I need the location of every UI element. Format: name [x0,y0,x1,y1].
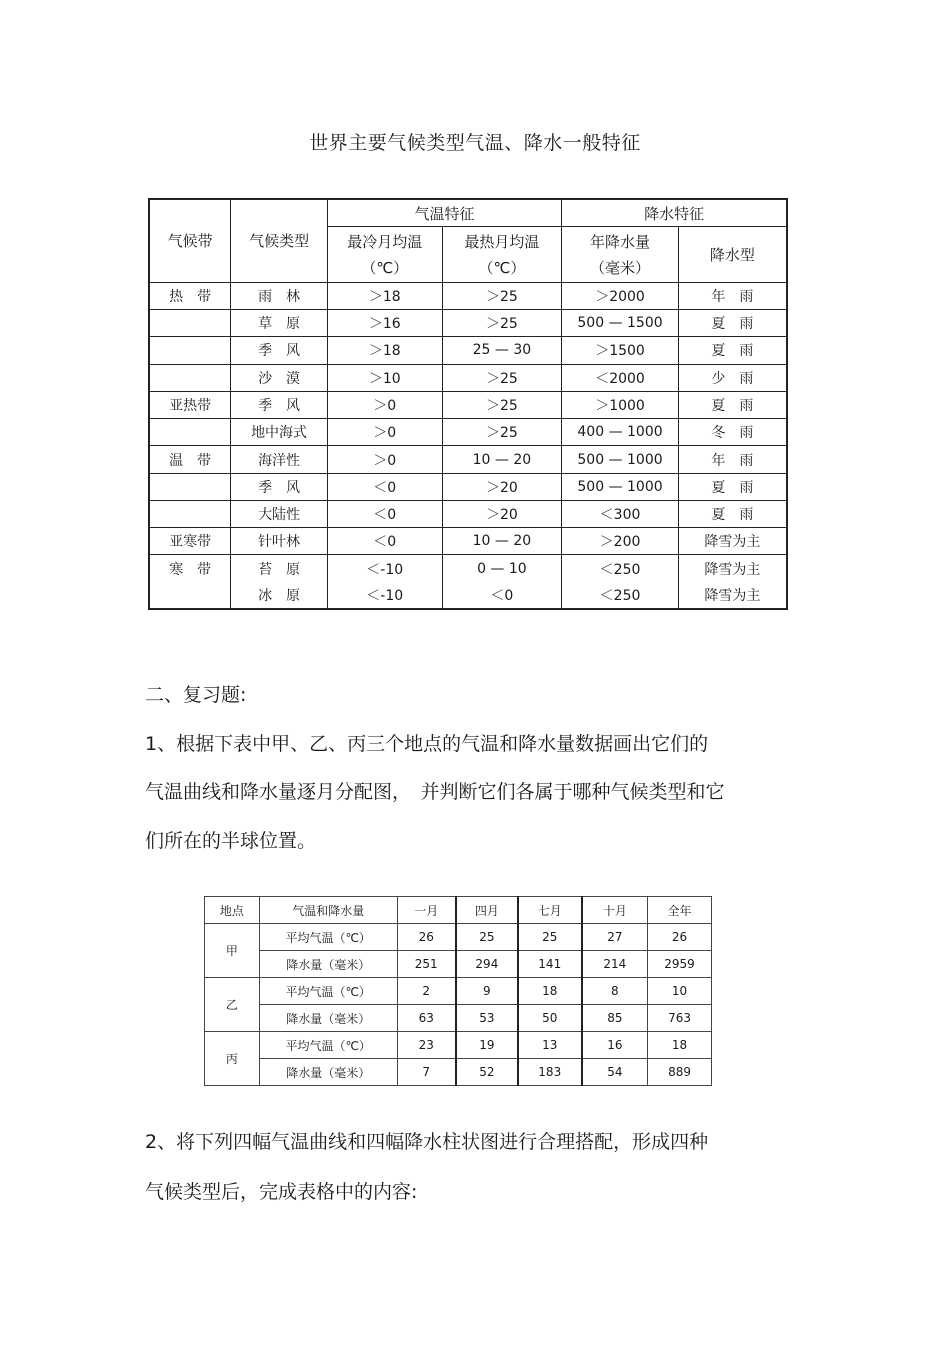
cell-ptype: 少 雨 [678,364,787,391]
table-row [205,951,712,978]
cell-annual: ＜2000 [562,364,679,391]
metric-label: 降水量（毫米） [259,951,397,978]
cell-annual: ＞2000 [562,282,679,309]
data-cell: 26 [397,924,456,951]
cell-zone [149,500,231,527]
table-row [149,364,787,391]
header-apr: 四月 [456,897,518,924]
cell-hottest: ＞25 [442,310,562,337]
table-row [205,1059,712,1086]
cell-ptype: 冬 雨 [678,419,787,446]
cell-zone [149,419,231,446]
question-2-line-1: 2、将下列四幅气温曲线和四幅降水柱状图进行合理搭配，形成四种 [145,1131,709,1153]
table-row [149,473,787,500]
cell-annual: 500 — 1000 [562,446,679,473]
cell-annual: ＞200 [562,528,679,555]
cell-zone: 亚热带 [149,391,231,418]
cell-hottest: ＞25 [442,391,562,418]
data-cell: 294 [456,951,518,978]
header-hottest [442,227,562,283]
cell-coldest: ＜0 [327,473,442,500]
cell-annual: ＜250 [562,582,679,609]
header-precip-type: 降水型 [678,227,787,283]
review-heading: 二、复习题: [145,684,247,706]
cell-ptype: 夏 雨 [678,473,787,500]
cell-hottest: ＞25 [442,282,562,309]
header-coldest-label: 最冷月均温 [347,232,423,251]
cell-type: 雨 林 [231,282,328,309]
data-cell: 19 [456,1032,518,1059]
header-oct: 十月 [582,897,648,924]
cell-ptype: 降雪为主 [678,582,787,609]
data-cell: 889 [648,1059,712,1086]
cell-coldest: ＜-10 [327,582,442,609]
cell-coldest: ＜-10 [327,555,442,582]
cell-coldest: ＞18 [327,282,442,309]
header-precip-group: 降水特征 [562,199,787,227]
cell-annual: 500 — 1500 [562,310,679,337]
table-row [149,446,787,473]
cell-type: 海洋性 [231,446,328,473]
page-title: 世界主要气候类型气温、降水一般特征 [309,132,641,154]
cell-type: 针叶林 [231,528,328,555]
table-row [205,924,712,951]
data-cell: 251 [397,951,456,978]
cell-ptype: 夏 雨 [678,337,787,364]
cell-type: 冰 原 [231,582,328,609]
data-cell: 54 [582,1059,648,1086]
cell-coldest: ＜0 [327,528,442,555]
cell-type: 大陆性 [231,500,328,527]
cell-zone [149,582,231,609]
cell-zone: 热 带 [149,282,231,309]
data-cell: 183 [518,1059,582,1086]
header-annual [562,227,679,283]
question-1-line-2: 气温曲线和降水量逐月分配图， 并判断它们各属于哪种气候类型和它 [145,781,725,803]
table-header-row [205,897,712,924]
cell-hottest: ＞20 [442,473,562,500]
cell-zone: 温 带 [149,446,231,473]
data-cell: 63 [397,1005,456,1032]
cell-type: 季 风 [231,473,328,500]
place-name: 乙 [205,978,260,1032]
table-row [149,337,787,364]
cell-hottest: 10 — 20 [442,446,562,473]
table-row [149,582,787,609]
data-cell: 18 [518,978,582,1005]
header-zone: 气候带 [149,199,231,282]
data-cell: 52 [456,1059,518,1086]
header-annual-unit: （毫米） [590,258,651,277]
cell-annual: ＜300 [562,500,679,527]
cell-type: 沙 漠 [231,364,328,391]
table-row [149,419,787,446]
table-row [149,500,787,527]
climate-features-table [148,198,788,610]
cell-ptype: 夏 雨 [678,391,787,418]
cell-ptype: 年 雨 [678,446,787,473]
cell-type: 季 风 [231,337,328,364]
cell-hottest: ＞25 [442,364,562,391]
cell-annual: ＜250 [562,555,679,582]
data-cell: 85 [582,1005,648,1032]
cell-zone: 寒 带 [149,555,231,582]
cell-ptype: 夏 雨 [678,500,787,527]
data-cell: 214 [582,951,648,978]
header-temp-group: 气温特征 [327,199,561,227]
data-cell: 50 [518,1005,582,1032]
header-place: 地点 [205,897,260,924]
header-coldest-unit: （℃） [361,258,409,277]
metric-label: 平均气温（℃） [259,1032,397,1059]
table-row [149,310,787,337]
data-cell: 13 [518,1032,582,1059]
table-row [149,391,787,418]
question-1-line-3: 们所在的半球位置。 [145,830,317,852]
cell-coldest: ＞0 [327,391,442,418]
data-cell: 18 [648,1032,712,1059]
data-cell: 25 [456,924,518,951]
header-jan: 一月 [397,897,456,924]
cell-annual: ＞1000 [562,391,679,418]
cell-type: 地中海式 [231,419,328,446]
cell-hottest: 25 — 30 [442,337,562,364]
cell-ptype: 降雪为主 [678,528,787,555]
table-row [205,1005,712,1032]
question-2-line-2: 气候类型后，完成表格中的内容: [145,1181,418,1203]
header-year: 全年 [648,897,712,924]
cell-hottest: ＜0 [442,582,562,609]
cell-ptype: 年 雨 [678,282,787,309]
header-hottest-label: 最热月均温 [464,232,540,251]
table-row [205,978,712,1005]
table-row [149,528,787,555]
data-cell: 10 [648,978,712,1005]
cell-coldest: ＞10 [327,364,442,391]
cell-hottest: 10 — 20 [442,528,562,555]
cell-type: 季 风 [231,391,328,418]
metric-label: 平均气温（℃） [259,978,397,1005]
data-cell: 16 [582,1032,648,1059]
table-row [149,282,787,309]
cell-zone: 亚寒带 [149,528,231,555]
cell-zone [149,337,231,364]
cell-type: 草 原 [231,310,328,337]
cell-type: 苔 原 [231,555,328,582]
table-row [149,555,787,582]
cell-coldest: ＜0 [327,500,442,527]
cell-annual: ＞1500 [562,337,679,364]
place-name: 丙 [205,1032,260,1086]
header-type: 气候类型 [231,199,328,282]
data-cell: 7 [397,1059,456,1086]
cell-annual: 400 — 1000 [562,419,679,446]
cell-zone [149,310,231,337]
data-cell: 53 [456,1005,518,1032]
place-name: 甲 [205,924,260,978]
metric-label: 平均气温（℃） [259,924,397,951]
cell-hottest: ＞25 [442,419,562,446]
table-row [205,1032,712,1059]
metric-label: 降水量（毫米） [259,1059,397,1086]
cell-ptype: 降雪为主 [678,555,787,582]
cell-hottest: 0 — 10 [442,555,562,582]
data-cell: 8 [582,978,648,1005]
cell-coldest: ＞16 [327,310,442,337]
data-cell: 141 [518,951,582,978]
cell-zone [149,473,231,500]
station-data-table [204,896,712,1086]
data-cell: 9 [456,978,518,1005]
data-cell: 25 [518,924,582,951]
cell-zone [149,364,231,391]
header-metric: 气温和降水量 [259,897,397,924]
data-cell: 763 [648,1005,712,1032]
data-cell: 2 [397,978,456,1005]
cell-coldest: ＞0 [327,419,442,446]
question-1-line-1: 1、根据下表中甲、乙、丙三个地点的气温和降水量数据画出它们的 [145,733,709,755]
cell-annual: 500 — 1000 [562,473,679,500]
cell-hottest: ＞20 [442,500,562,527]
data-cell: 27 [582,924,648,951]
header-hottest-unit: （℃） [478,258,526,277]
cell-coldest: ＞18 [327,337,442,364]
header-coldest [327,227,442,283]
header-annual-label: 年降水量 [590,232,651,251]
metric-label: 降水量（毫米） [259,1005,397,1032]
cell-ptype: 夏 雨 [678,310,787,337]
data-cell: 26 [648,924,712,951]
data-cell: 2959 [648,951,712,978]
cell-coldest: ＞0 [327,446,442,473]
data-cell: 23 [397,1032,456,1059]
header-jul: 七月 [518,897,582,924]
